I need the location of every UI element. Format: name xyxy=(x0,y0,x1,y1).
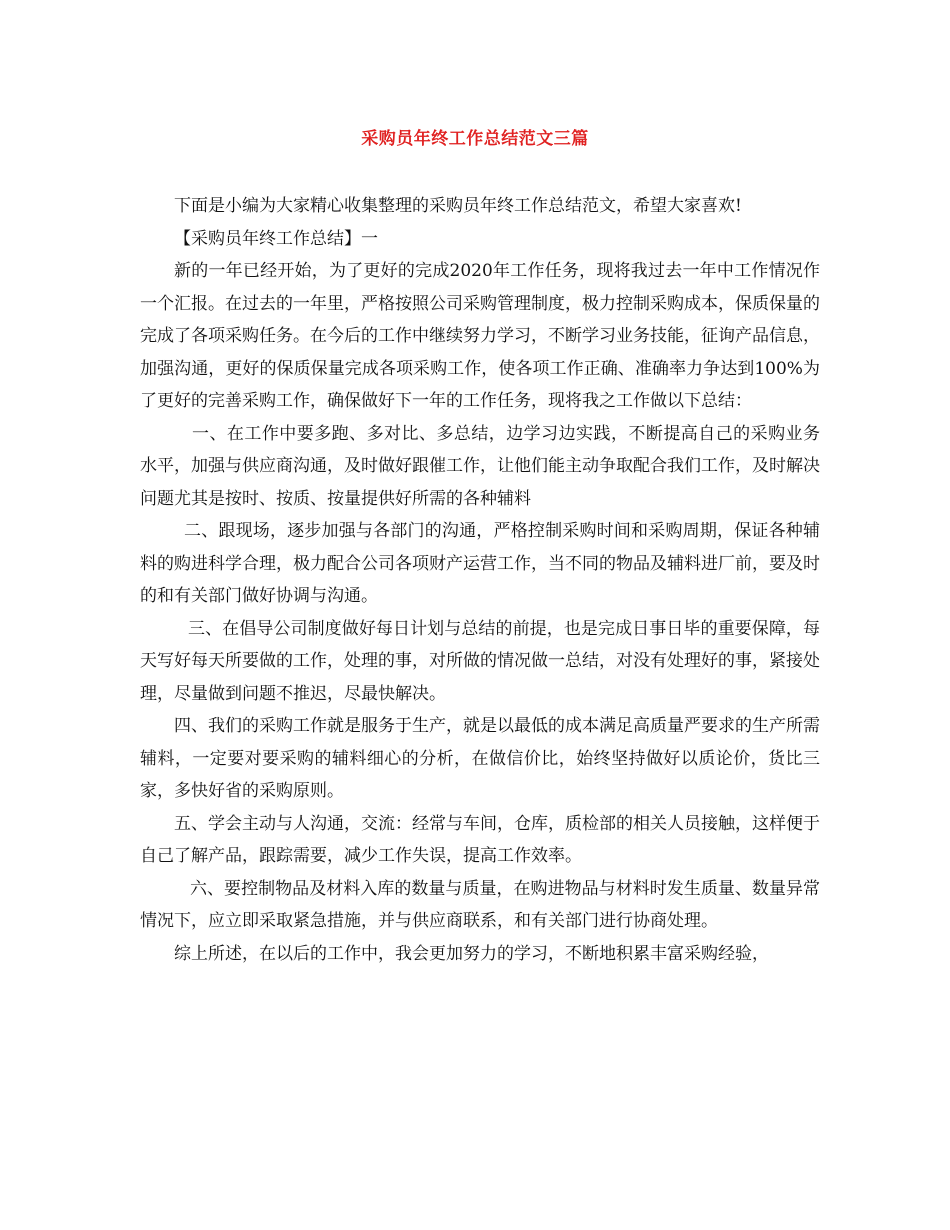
body-paragraph: 四、我们的采购工作就是服务于生产，就是以最低的成本满足高质量严要求的生产所需辅料，一定要对要采购的辅料细心的分析，在做信价比，始终坚持做好以质论价，货比三家，多快好省的采购原则。 xyxy=(140,716,820,801)
body-paragraph: 一、在工作中要多跑、多对比、多总结，边学习边实践，不断提高自己的采购业务水平，加强与供应商沟通，及时做好跟催工作，让他们能主动争取配合我们工作，及时解决问题尤其是按时、按质、按量提供好所需的各种辅料 xyxy=(140,423,820,509)
section-heading: 【采购员年终工作总结】一 xyxy=(174,228,378,249)
body-paragraph: 综上所述，在以后的工作中，我会更加努力的学习，不断地积累丰富采购经验， xyxy=(174,943,769,964)
body-paragraph: 新的一年已经开始，为了更好的完成2020年工作任务，现将我过去一年中工作情况作一个汇报。在过去的一年里，严格按照公司采购管理制度，极力控制采购成本，保质保量的完成了各项采购任务。在今后的工作中继续努力学习，不断学习业务技能，征询产品信息，加强沟通，更好的保质保量完成各项采购工作，使各项工作正确、准确率力争达到100%为了更好的完善采购工作，确保做好下一年的工作任务，现将我之工作做以下总结： xyxy=(140,261,820,411)
intro-paragraph: 下面是小编为大家精心收集整理的采购员年终工作总结范文，希望大家喜欢! xyxy=(174,196,742,216)
body-paragraph: 二、跟现场，逐步加强与各部门的沟通，严格控制采购时间和采购周期，保证各种辅料的购进科学合理，极力配合公司各项财产运营工作，当不同的物品及辅料进厂前，要及时的和有关部门做好协调与沟通。 xyxy=(140,521,820,606)
body-paragraph: 三、在倡导公司制度做好每日计划与总结的前提，也是完成日事日毕的重要保障，每天写好每天所要做的工作，处理的事，对所做的情况做一总结，对没有处理好的事，紧接处理，尽量做到问题不推迟，尽最快解决。 xyxy=(140,618,820,704)
body-paragraph: 五、学会主动与人沟通，交流：经常与车间，仓库，质检部的相关人员接触，这样便于自己了解产品，跟踪需要，减少工作失误，提高工作效率。 xyxy=(140,813,820,866)
document-title: 采购员年终工作总结范文三篇 xyxy=(361,129,589,149)
document-body xyxy=(140,190,820,970)
body-paragraph: 六、要控制物品及材料入库的数量与质量，在购进物品与材料时发生质量、数量异常情况下，应立即采取紧急措施，并与供应商联系，和有关部门进行协商处理。 xyxy=(140,878,820,931)
